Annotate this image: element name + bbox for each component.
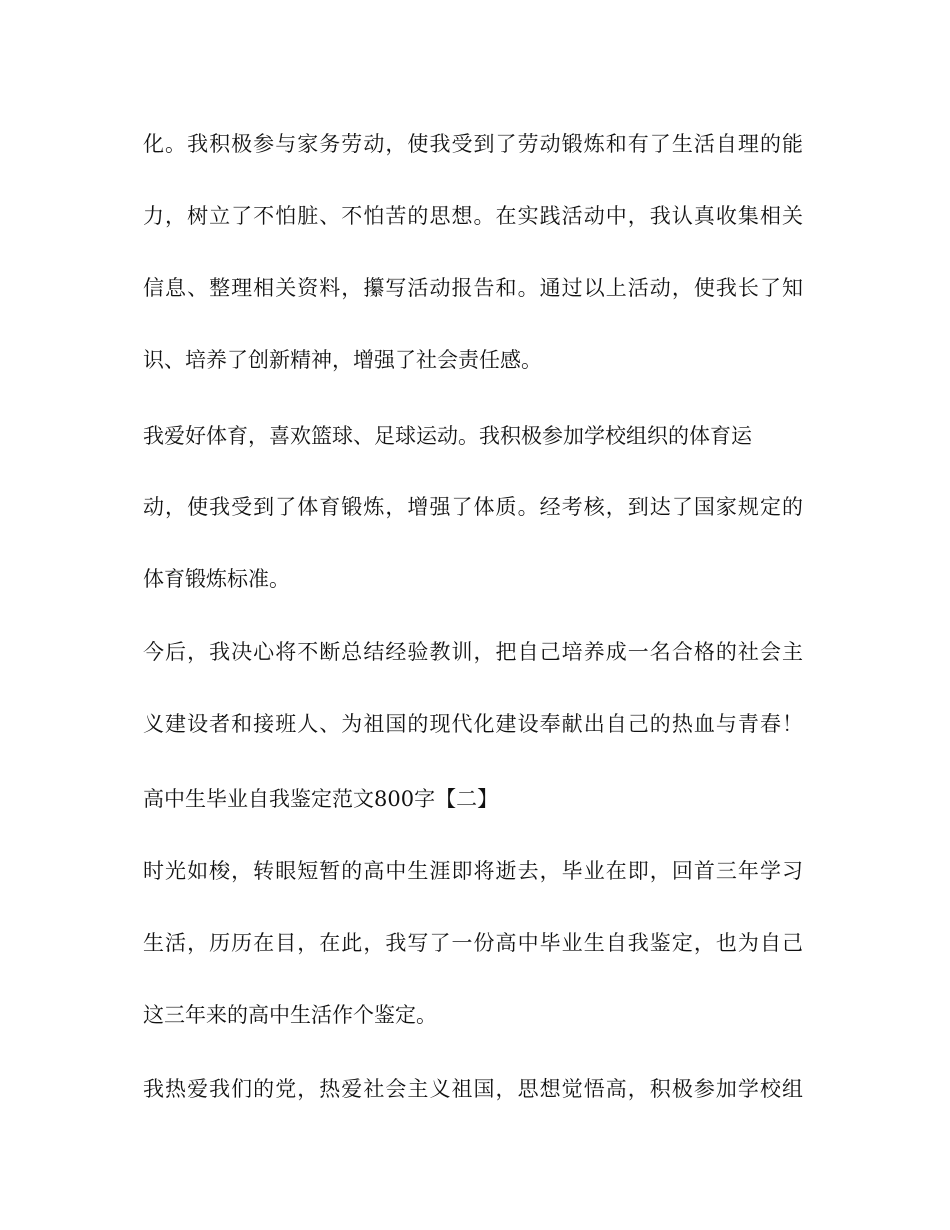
text-line: 这三年来的高中生活作个鉴定。: [143, 1003, 437, 1027]
text-line: 今后，我决心将不断总结经验教训，把自己培养成一名合格的社会主: [143, 640, 803, 664]
text-line: 生活，历历在目，在此，我写了一份高中毕业生自我鉴定，也为自己: [143, 931, 803, 955]
text-line: 体育锻炼标准。: [143, 567, 290, 591]
text-line: 动，使我受到了体育锻炼，增强了体质。经考核，到达了国家规定的: [143, 495, 803, 519]
text-line: 我爱好体育，喜欢篮球、足球运动。我积极参加学校组织的体育运: [143, 424, 752, 448]
section-heading: 高中生毕业自我鉴定范文800字【二】: [143, 787, 499, 811]
text-line: 信息、整理相关资料，攥写活动报告和。通过以上活动，使我长了知: [143, 276, 803, 300]
text-line: 义建设者和接班人、为祖国的现代化建设奉献出自己的热血与青春！: [143, 712, 803, 736]
text-line: 识、培养了创新精神，增强了社会责任感。: [143, 348, 542, 372]
text-line: 我热爱我们的党，热爱社会主义祖国，思想觉悟高，积极参加学校组: [143, 1077, 803, 1101]
text-line: 化。我积极参与家务劳动，使我受到了劳动锻炼和有了生活自理的能: [143, 132, 803, 156]
text-line: 时光如梭，转眼短暂的高中生涯即将逝去，毕业在即，回首三年学习: [143, 859, 803, 883]
text-line: 力，树立了不怕脏、不怕苦的思想。在实践活动中，我认真收集相关: [143, 204, 803, 228]
